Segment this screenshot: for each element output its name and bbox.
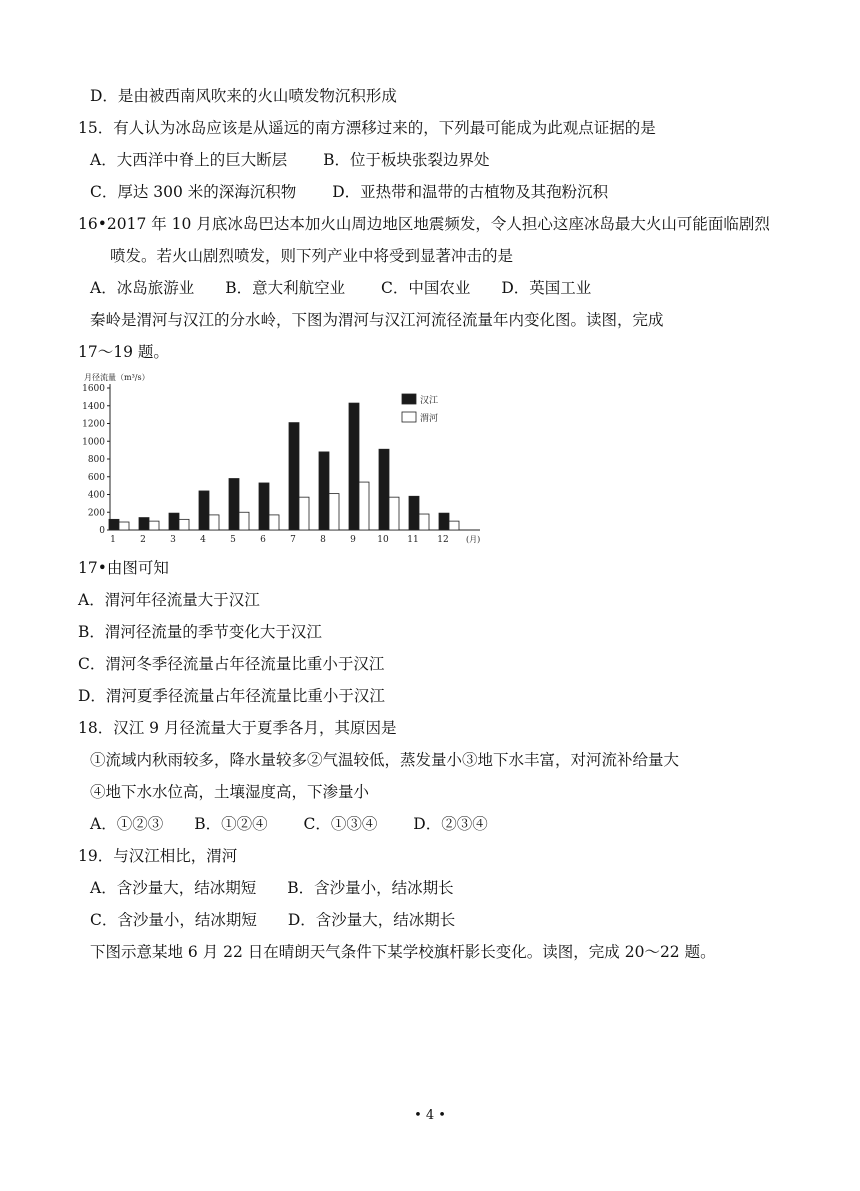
x-tick-label: 9 (350, 535, 356, 545)
bar-weihe-9 (359, 482, 369, 530)
x-tick-label: 10 (377, 535, 389, 545)
intro-20-22: 下图示意某地 6 月 22 日在晴朗天气条件下某学校旗杆影长变化。读图，完成 20～22 题。 (90, 943, 716, 961)
y-tick-label: 1400 (82, 401, 105, 412)
x-tick-label: 11 (407, 535, 419, 545)
runoff-bar-chart (80, 368, 500, 548)
bar-hanjiang-6 (259, 483, 269, 530)
x-tick-label: 6 (260, 535, 266, 545)
bar-weihe-1 (119, 522, 129, 530)
q18-statements-2: ④地下水水位高，土壤湿度高，下渗量小 (90, 783, 370, 801)
question-16-cont: 喷发。若火山剧烈喷发，则下列产业中将受到显著冲击的是 (110, 247, 514, 265)
bar-weihe-2 (149, 521, 159, 530)
question-17: 17•由图可知 (78, 559, 169, 577)
bar-hanjiang-10 (379, 449, 389, 530)
q18-statements-1: ①流域内秋雨较多，降水量较多②气温较低，蒸发量小③地下水丰富，对河流补给量大 (90, 751, 680, 769)
question-18: 18．汉江 9 月径流量大于夏季各月，其原因是 (78, 719, 397, 737)
question-19: 19．与汉江相比，渭河 (78, 847, 238, 865)
bar-weihe-8 (329, 494, 339, 530)
bar-hanjiang-4 (199, 491, 209, 530)
bar-weihe-4 (209, 515, 219, 530)
y-tick-label: 1600 (82, 384, 105, 394)
q19-options-cd: C．含沙量小，结冰期短 D．含沙量大，结冰期长 (90, 911, 456, 929)
x-tick-label: 2 (140, 535, 146, 545)
bar-hanjiang-9 (349, 403, 359, 530)
q17-option-b: B．渭河径流量的季节变化大于汉江 (78, 623, 322, 641)
y-tick-label: 800 (87, 455, 105, 465)
x-tick-label: 5 (230, 535, 236, 545)
bar-weihe-6 (269, 515, 279, 530)
x-tick-label: 7 (290, 535, 296, 545)
bar-hanjiang-8 (319, 452, 329, 530)
bar-hanjiang-3 (169, 513, 179, 530)
bar-hanjiang-1 (109, 519, 119, 530)
legend-label: 渭河 (420, 414, 439, 424)
y-tick-label: 1000 (82, 437, 105, 448)
x-unit-label: (月) (466, 535, 481, 544)
q17-option-a: A．渭河年径流量大于汉江 (78, 591, 260, 609)
y-tick-label: 1200 (82, 419, 105, 430)
legend-swatch (402, 412, 416, 422)
legend-label: 汉江 (420, 396, 439, 406)
bar-weihe-11 (419, 514, 429, 530)
y-axis-label: 月径流量（m³/s） (84, 373, 150, 382)
x-tick-label: 12 (437, 535, 449, 545)
x-tick-label: 8 (320, 535, 326, 545)
bar-hanjiang-11 (409, 496, 419, 530)
bar-weihe-3 (179, 519, 189, 530)
intro-17-19-cont: 17～19 题。 (78, 343, 169, 361)
bar-weihe-10 (389, 497, 399, 530)
line-d-14: D．是由被西南风吹来的火山喷发物沉积形成 (90, 87, 397, 105)
y-tick-label: 200 (87, 508, 105, 519)
bar-weihe-12 (449, 521, 459, 530)
intro-17-19: 秦岭是渭河与汉江的分水岭，下图为渭河与汉江河流径流量年内变化图。读图，完成 (90, 311, 664, 329)
q17-option-d: D．渭河夏季径流量占年径流量比重小于汉江 (78, 687, 385, 705)
bar-hanjiang-7 (289, 423, 299, 530)
x-tick-label: 3 (170, 535, 176, 545)
x-tick-label: 1 (110, 535, 116, 545)
question-16: 16•2017 年 10 月底冰岛巴达本加火山周边地区地震频发，令人担心这座冰岛最大火山可能面临剧烈 (78, 215, 770, 233)
legend-swatch (402, 394, 416, 404)
y-tick-label: 600 (87, 472, 105, 483)
bar-hanjiang-12 (439, 513, 449, 530)
question-15: 15．有人认为冰岛应该是从遥远的南方漂移过来的，下列最可能成为此观点证据的是 (78, 119, 656, 137)
q19-options-ab: A．含沙量大，结冰期短 B．含沙量小，结冰期长 (90, 879, 454, 897)
q17-option-c: C．渭河冬季径流量占年径流量比重小于汉江 (78, 655, 385, 673)
bar-weihe-5 (239, 512, 249, 530)
y-tick-label: 400 (87, 490, 105, 501)
y-tick-label: 0 (99, 526, 105, 536)
q18-options: A．①②③ B．①②④ C．①③④ D．②③④ (90, 815, 488, 833)
q15-options-cd: C．厚达 300 米的深海沉积物 D．亚热带和温带的古植物及其孢粉沉积 (90, 183, 609, 201)
bar-hanjiang-5 (229, 479, 239, 530)
q15-options-ab: A．大西洋中脊上的巨大断层 B．位于板块张裂边界处 (90, 151, 490, 169)
x-tick-label: 4 (200, 535, 206, 545)
q16-options: A．冰岛旅游业 B．意大利航空业 C．中国农业 D．英国工业 (90, 279, 592, 297)
page-number: • 4 • (414, 1108, 446, 1123)
bar-weihe-7 (299, 497, 309, 530)
bar-hanjiang-2 (139, 518, 149, 530)
